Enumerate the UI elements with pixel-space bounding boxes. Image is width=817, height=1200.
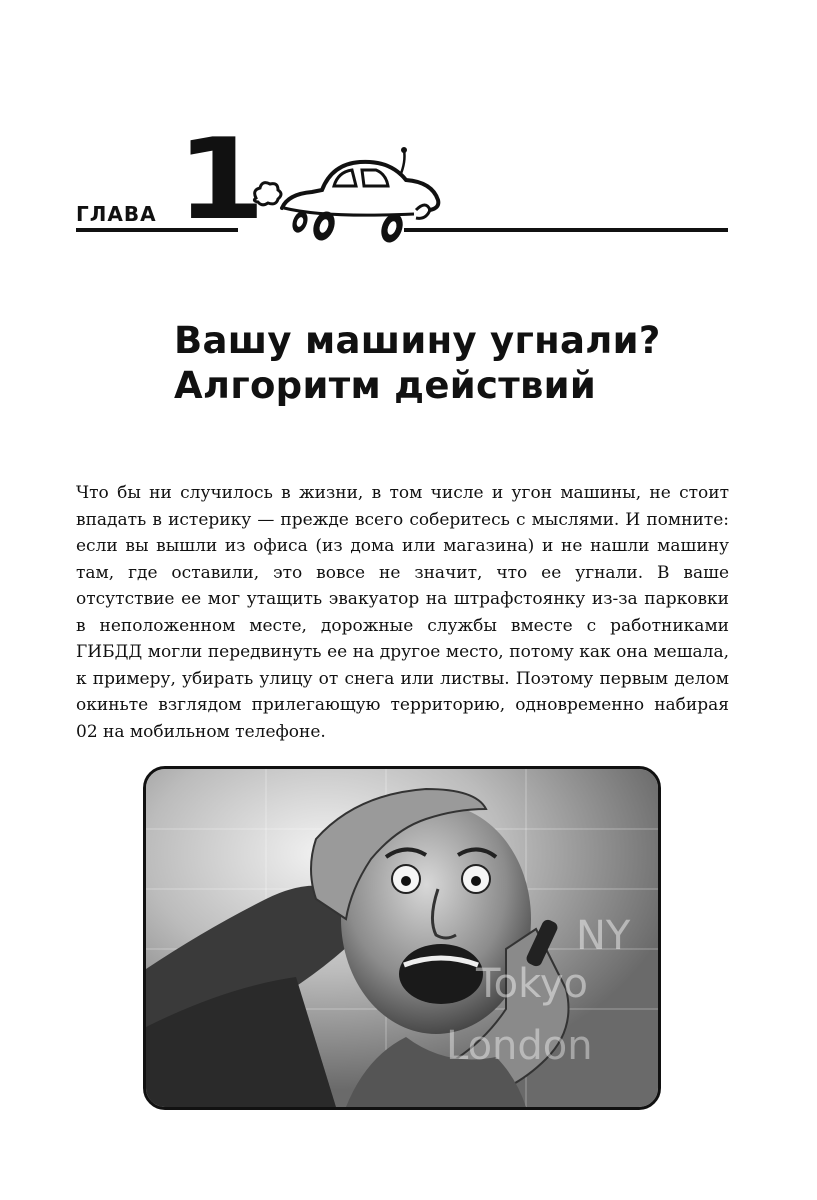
- chapter-title-line-2: Алгоритм действий: [174, 364, 597, 407]
- chapter-title-line-1: Вашу машину угнали?: [174, 319, 661, 362]
- overlay-word-ny: NY: [576, 913, 631, 959]
- overlay-word-london: London: [446, 1023, 593, 1069]
- illustration-photo: [143, 766, 661, 1110]
- body-paragraph: Что бы ни случилось в жизни, в том числе и угон машины, не стоит впадать в истерику — прежде всего соберитесь с мыслями. И помните: если вы вышли из офиса (из дома или магазина) и не нашли машину там, где оставили, это вовсе не значит, что ее угнали. В ваше отсутствие ее мог утащить эвакуатор на штрафстоянку из-за парковки в неположенном месте, дорожные службы вместе с работниками ГИБДД могли передвинуть ее на другое место, потому как она мешала, к примеру, убирать улицу от снега или листвы. Поэтому первым делом окиньте взглядом прилегающую территорию, одновременно набирая 02 на мобильном телефоне.: [76, 483, 729, 742]
- chapter-title: [174, 318, 774, 408]
- chapter-header: [0, 115, 817, 250]
- chapter-number: 1: [176, 115, 266, 245]
- chapter-label: ГЛАВА: [76, 202, 157, 226]
- photo-scene: [146, 769, 658, 1107]
- chapter-rule-right: [404, 228, 728, 232]
- overlay-word-tokyo: Tokyo: [476, 961, 588, 1007]
